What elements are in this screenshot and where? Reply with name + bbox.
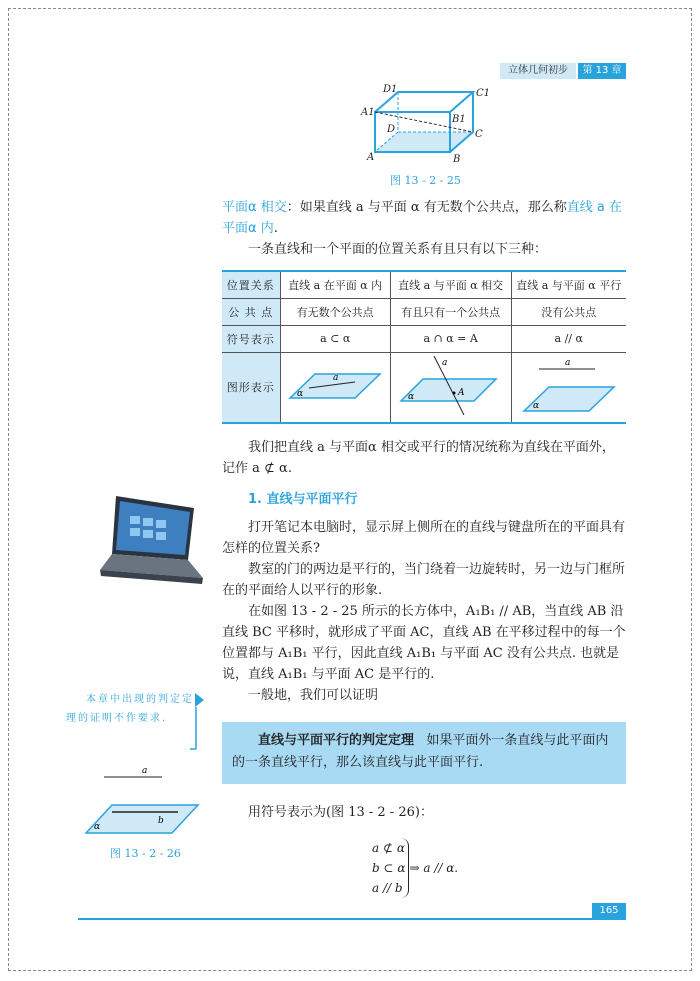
laptop-image bbox=[98, 488, 208, 592]
label-A1: A1 bbox=[361, 107, 375, 118]
label-B: B bbox=[453, 154, 461, 165]
page-number: 165 bbox=[592, 903, 626, 919]
table-row: 公 共 点 有无数个公共点 有且只有一个公共点 没有公共点 bbox=[222, 298, 626, 325]
table-row: 位置关系 直线 a 在平面 α 内 直线 a 与平面 α 相交 直线 a 与平面 α 平行 bbox=[222, 271, 626, 298]
svg-text:α: α bbox=[94, 822, 101, 832]
intro-paragraph: 一条直线和一个平面的位置关系有且只有以下三种： bbox=[248, 242, 548, 257]
line-in-plane-figure bbox=[285, 356, 385, 416]
chapter-tag: 第 13 章 bbox=[578, 63, 626, 79]
label-A: A bbox=[367, 152, 375, 163]
symbol-intro: 用符号表示为(图 13 - 2 - 26)： bbox=[248, 805, 433, 820]
outside-plane-paragraph: 我们把直线 a 与平面α 相交或平行的情况统称为直线在平面外，记作 a ⊄ α. bbox=[222, 440, 615, 476]
svg-text:a: a bbox=[142, 766, 148, 776]
formula: a ⊄ α b ⊂ α a // b ⇒ a // α. bbox=[372, 838, 458, 898]
svg-text:A: A bbox=[457, 387, 465, 398]
line-intersect-plane-figure bbox=[396, 353, 506, 419]
definition-paragraph: 平面α 相交：如果直线 a 与平面 α 有无数个公共点，那么称直线 a 在平面α 内. bbox=[222, 200, 622, 236]
table-row: 符号表示 a ⊂ α a ∩ α = A a // α bbox=[222, 325, 626, 352]
label-B1: B1 bbox=[452, 114, 466, 125]
svg-text:b: b bbox=[158, 816, 164, 826]
theorem-box: 直线与平面平行的判定定理 如果平面外一条直线与此平面内的一条直线平行，那么该直线与此平面平行. bbox=[222, 722, 626, 784]
figure2-caption: 图 13 - 2 - 26 bbox=[110, 847, 181, 860]
door-paragraph: 教室的门的两边是平行的，当门绕着一边旋转时，另一边与门框所在的平面给人以平行的形象. bbox=[222, 562, 626, 598]
section-heading: 1. 直线与平面平行 bbox=[248, 492, 358, 507]
label-C: C bbox=[475, 129, 483, 140]
note-bracket-icon bbox=[190, 693, 206, 751]
side-note: 本章中出现的判定定理的证明不作要求. bbox=[66, 694, 194, 724]
label-D1: D1 bbox=[383, 84, 398, 95]
laptop-question: 打开笔记本电脑时，显示屏上侧所在的直线与键盘所在的平面具有怎样的位置关系? bbox=[222, 520, 626, 556]
svg-text:α: α bbox=[532, 400, 539, 411]
section-tag: 立体几何初步 bbox=[500, 63, 576, 79]
generally-paragraph: 一般地，我们可以证明 bbox=[248, 688, 379, 703]
label-C1: C1 bbox=[476, 88, 491, 99]
line-parallel-plane-figure bbox=[519, 353, 619, 419]
cuboid-figure bbox=[355, 82, 495, 170]
figure2-diagram bbox=[82, 765, 202, 837]
svg-text:α: α bbox=[297, 388, 304, 399]
figure1-caption: 图 13 - 2 - 25 bbox=[390, 174, 461, 187]
position-relation-table bbox=[222, 270, 626, 424]
label-D: D bbox=[387, 124, 396, 135]
svg-text:α: α bbox=[407, 391, 414, 402]
cuboid-paragraph: 在如图 13 - 2 - 25 所示的长方体中，A₁B₁ // AB，当直线 AB 沿直线 BC 平移时，就形成了平面 AC，直线 AB 在平移过程中的每一个位置都与 A₁B₁ 平行，因此直线 A₁B₁ 与平面 AC 没有公共点. 也就是说，直线 A₁B₁ 与平面 AC 是平行的. bbox=[222, 604, 626, 682]
svg-text:a: a bbox=[564, 357, 571, 368]
table-row: 图形表示 a α a A α a α bbox=[222, 352, 626, 423]
svg-text:a: a bbox=[441, 357, 448, 368]
svg-text:a: a bbox=[333, 372, 339, 383]
bottom-rule bbox=[78, 918, 626, 920]
